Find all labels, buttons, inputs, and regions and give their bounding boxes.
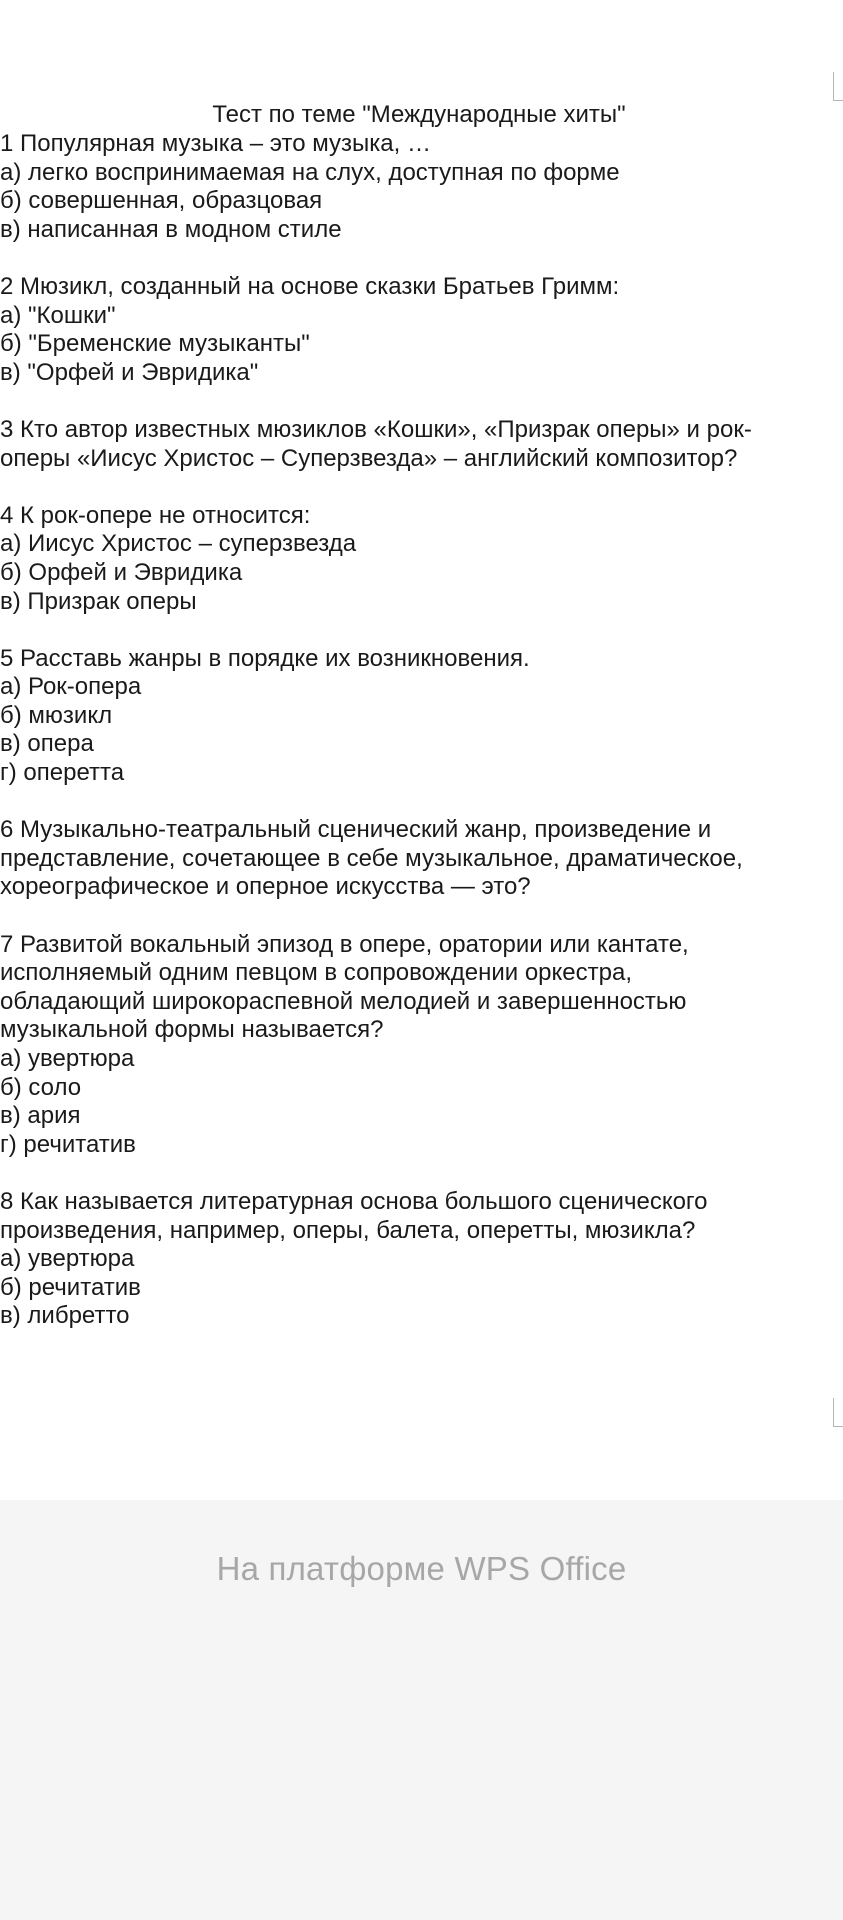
question-block [0, 931, 808, 1160]
question-line: хореографическое и оперное искусства — это? [0, 873, 531, 901]
question-block [0, 645, 808, 788]
page-corner-mark-bottom [833, 1398, 843, 1427]
blank-line [0, 387, 808, 416]
question-line: а) "Кошки" [0, 301, 116, 329]
question-line: б) Орфей и Эвридика [0, 558, 243, 586]
question-block [0, 1188, 808, 1331]
question-line: произведения, например, оперы, балета, оперетты, мюзикла? [0, 1216, 696, 1244]
question-block [0, 416, 808, 473]
blank-line [0, 616, 808, 645]
question-line: в) ария [0, 1102, 81, 1130]
question-block [0, 273, 808, 387]
question-text: 4 К рок-опере не относится: [0, 501, 311, 529]
question-list [0, 130, 808, 1331]
question-line: б) соло [0, 1073, 82, 1101]
question-line: б) совершенная, образцовая [0, 187, 323, 215]
question-line: г) оперетта [0, 759, 125, 787]
footer-area [0, 1500, 843, 1920]
blank-line [0, 473, 808, 502]
question-block [0, 502, 808, 616]
question-text: 2 Мюзикл, созданный на основе сказки Братьев Гримм: [0, 272, 620, 300]
question-line: г) речитатив [0, 1130, 136, 1158]
question-line: б) "Бременские музыканты" [0, 330, 310, 358]
blank-line [0, 902, 808, 931]
question-text: 5 Расставь жанры в порядке их возникновения. [0, 644, 530, 672]
question-line: представление, сочетающее в себе музыкальное, драматическое, [0, 844, 743, 872]
page-corner-mark-top [833, 72, 843, 101]
question-line: оперы «Иисус Христос – Суперзвезда» – английский композитор? [0, 444, 738, 472]
question-text: 6 Музыкально-театральный сценический жанр, произведение и [0, 816, 712, 844]
question-block [0, 130, 808, 244]
question-line: а) увертюра [0, 1245, 135, 1273]
question-line: в) написанная в модном стиле [0, 215, 342, 243]
blank-line [0, 1159, 808, 1188]
question-line: б) мюзикл [0, 701, 113, 729]
document-title: Тест по теме "Международные хиты" [212, 101, 626, 128]
question-line: в) опера [0, 730, 94, 758]
question-line: а) легко воспринимаемая на слух, доступная по форме [0, 158, 620, 186]
blank-line [0, 244, 808, 273]
question-line: а) Рок-опера [0, 673, 142, 701]
question-line: в) "Орфей и Эвридика" [0, 358, 259, 386]
question-block [0, 816, 808, 902]
question-text: 7 Развитой вокальный эпизод в опере, оратории или кантате, [0, 930, 689, 958]
question-line: исполняемый одним певцом в сопровождении оркестра, [0, 959, 632, 987]
document-body [0, 100, 808, 1331]
question-line: б) речитатив [0, 1273, 141, 1301]
blank-line [0, 788, 808, 817]
question-line: обладающий широкораспевной мелодией и завершенностью [0, 987, 687, 1015]
question-text: 1 Популярная музыка – это музыка, … [0, 130, 431, 157]
question-line: а) увертюра [0, 1045, 135, 1072]
question-line: музыкальной формы называется? [0, 1016, 384, 1044]
question-line: а) Иисус Христос – суперзвезда [0, 530, 357, 558]
question-text: 8 Как называется литературная основа большого сценического [0, 1187, 708, 1215]
question-line: в) Призрак оперы [0, 587, 197, 615]
question-line: в) либретто [0, 1302, 130, 1330]
platform-footer-text: На платформе WPS Office [216, 1550, 627, 1587]
question-text: 3 Кто автор известных мюзиклов «Кошки», «Призрак оперы» и рок- [0, 415, 752, 443]
